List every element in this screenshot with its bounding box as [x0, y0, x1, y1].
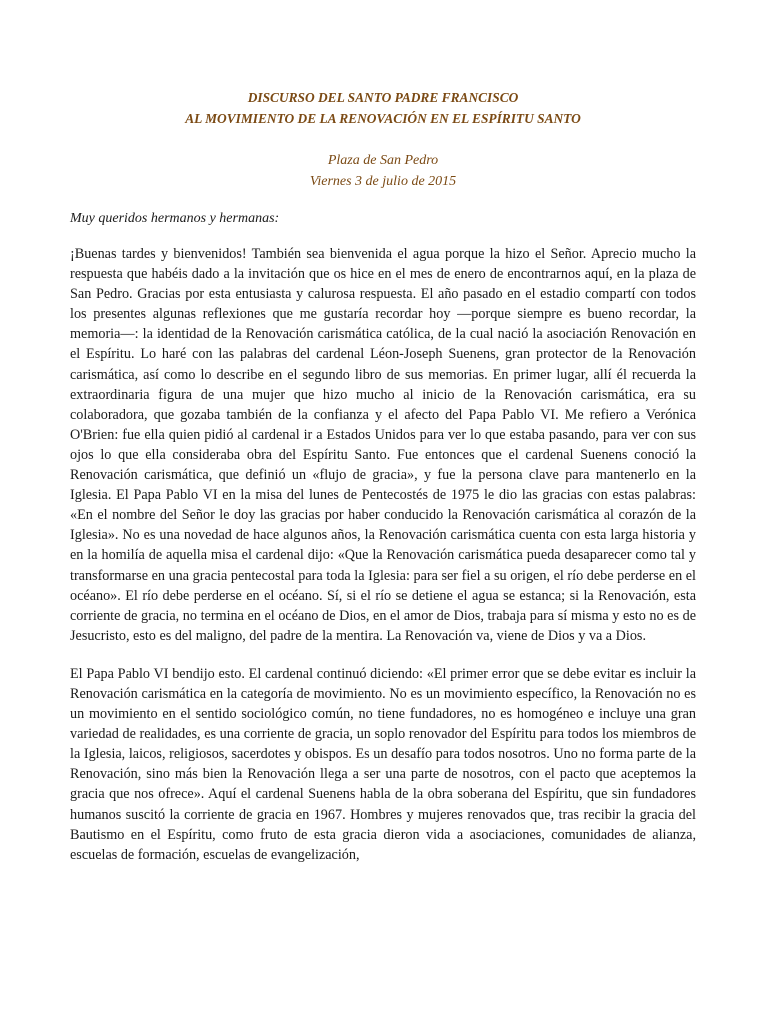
body-paragraph-2: El Papa Pablo VI bendijo esto. El cardenal continuó diciendo: «El primer error que se debe evitar es incluir la Renovación carismática en la categoría de movimiento. No es un movimiento específico, la Renovación no es un movimiento en el sentido sociológico común, no tiene fundadores, no es homogéneo e incluye una gran variedad de realidades, es una corriente de gracia, un soplo renovador del Espíritu para todos los miembros de la Iglesia, laicos, religiosos, sacerdotes y obispos. Es un desafío para todos nosotros. Uno no forma parte de la Renovación, sino más bien la Renovación llega a ser una parte de nosotros, con el pacto que aceptemos la gracia que nos ofrece». Aquí el cardenal Suenens habla de la obra soberana del Espíritu, que sin fundadores humanos suscitó la corriente de gracia en 1967. Hombres y mujeres renovados que, tras recibir la gracia del Bautismo en el Espíritu, como fruto de esta gracia dieron vida a asociaciones, comunidades de alianza, escuelas de formación, escuelas de evangelización, — [70, 665, 696, 863]
document-date: Viernes 3 de julio de 2015 — [309, 174, 457, 189]
document-title-line-2: AL MOVIMIENTO DE LA RENOVACIÓN EN EL ESPÍRITU SANTO — [185, 111, 581, 126]
body-paragraph-1: ¡Buenas tardes y bienvenidos! También sea bienvenida el agua porque la hizo el Señor. Aprecio mucho la respuesta que habéis dado a la invitación que os hice en el mes de enero de encontrarnos aquí, en la plaza de San Pedro. Gracias por esta entusiasta y calurosa respuesta. El año pasado en el estadio compartí con todos los presentes algunas reflexiones que me gustaría recordar hoy —porque siempre es bueno recordar, la memoria—: la identidad de la Renovación carismática católica, de la cual nació la asociación Renovación en el Espíritu. Lo haré con las palabras del cardenal Léon-Joseph Suenens, gran protector de la Renovación carismática, así como lo describe en el segundo libro de sus memorias. En primer lugar, allí él recuerda la extraordinaria figura de una mujer que hizo mucho al inicio de la Renovación carismática, era su colaboradora, que gozaba también de la confianza y el afecto del Papa Pablo VI. Me refiero a Verónica O'Brien: fue ella quien pidió al cardenal ir a Estados Unidos para ver lo que estaba pasando, para ver con sus ojos lo que ella consideraba obra del Espíritu Santo. Fue entonces que el cardenal Suenens conoció la Renovación carismática, que definió un «flujo de gracia», y fue la persona clave para mantenerlo en la Iglesia. El Papa Pablo VI en la misa del lunes de Pentecostés de 1975 le dio las gracias con estas palabras: «En el nombre del Señor le doy las gracias por haber conducido la Renovación carismática al corazón de la Iglesia». No es una novedad de hace algunos años, la Renovación carismática cuenta con esta larga historia y en la homilía de aquella misa el cardenal dijo: «Que la Renovación carismática pueda desaparecer como tal y transformarse en una gracia pentecostal para toda la Iglesia: para ser fiel a su origen, el río debe perderse en el océano». El río debe perderse en el océano. Sí, si el río se detiene el agua se estanca; si la Renovación, esta corriente de gracia, no termina en el océano de Dios, en el amor de Dios, trabaja para sí misma y esto no es de Jesucristo, esto es del maligno, del padre de la mentira. La Renovación va, viene de Dios y va a Dios. — [70, 246, 696, 644]
document-title-line-1: DISCURSO DEL SANTO PADRE FRANCISCO — [247, 90, 519, 105]
document-salutation: Muy queridos hermanos y hermanas: — [70, 211, 280, 226]
document-place: Plaza de San Pedro — [327, 153, 439, 168]
